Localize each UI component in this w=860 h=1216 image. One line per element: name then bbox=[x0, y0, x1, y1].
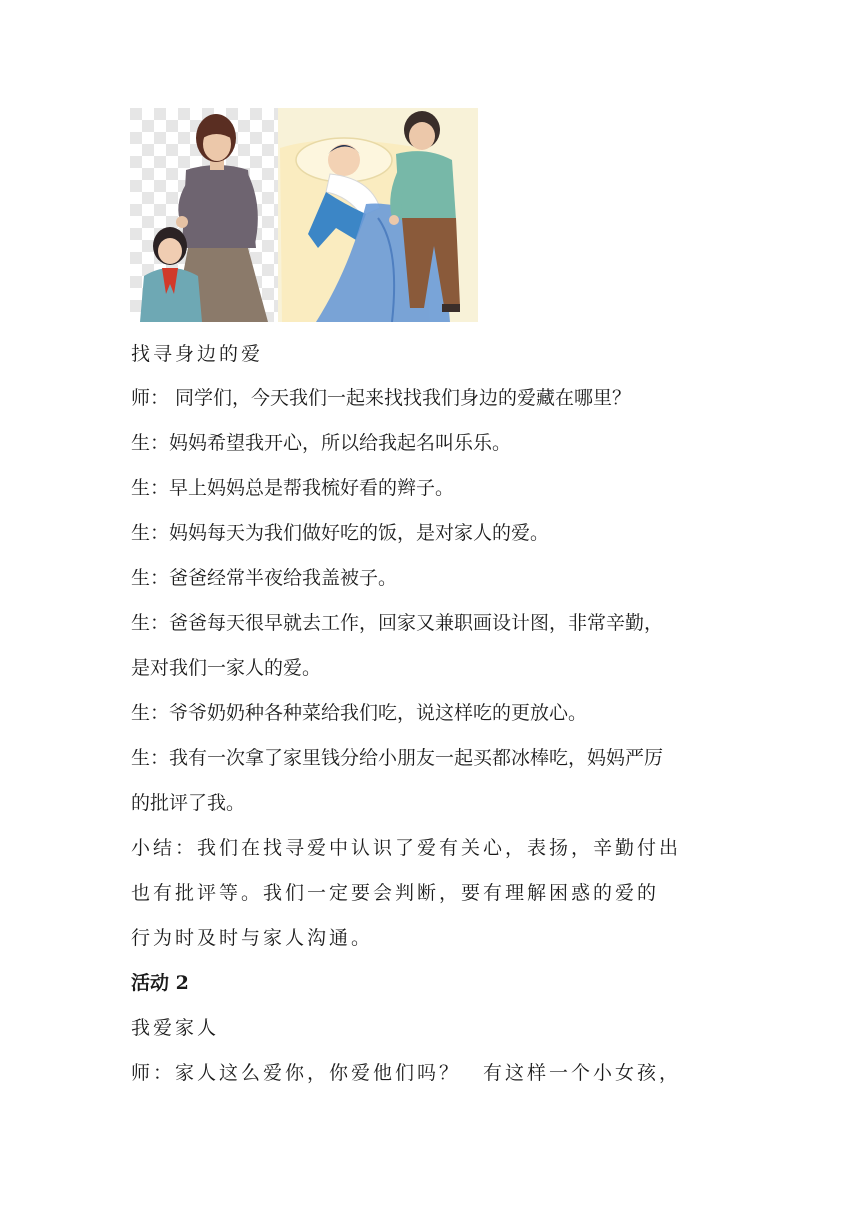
teacher-question-line: 师： 同学们，今天我们一起来找找我们身边的爱藏在哪里？ bbox=[131, 387, 632, 409]
teacher-question-line: 师：家人这么爱你，你爱他们吗？ 有这样一个小女孩， bbox=[131, 1062, 682, 1084]
summary-line-continued: 行为时及时与家人沟通。 bbox=[131, 927, 374, 949]
student-answer-line: 生：妈妈每天为我们做好吃的饭，是对家人的爱。 bbox=[131, 522, 550, 544]
section-heading-find-love: 找寻身边的爱 bbox=[131, 343, 264, 365]
summary-line-continued: 也有批评等。我们一定要会判断，要有理解困惑的爱的 bbox=[131, 882, 660, 904]
section-heading-love-family: 我爱家人 bbox=[131, 1017, 220, 1039]
student-answer-line: 生：我有一次拿了家里钱分给小朋友一起买都冰棒吃，妈妈严厉 bbox=[131, 747, 664, 769]
activity-heading: 活动 2 bbox=[131, 972, 189, 994]
student-answer-line: 生：爸爸每天很早就去工作，回家又兼职画设计图，非常辛勤， bbox=[131, 612, 664, 634]
student-answer-line: 生：妈妈希望我开心，所以给我起名叫乐乐。 bbox=[131, 432, 512, 454]
student-answer-line: 生：爸爸经常半夜给我盖被子。 bbox=[131, 567, 398, 589]
mother-braiding-hair-image bbox=[130, 108, 278, 322]
student-answer-line: 生：早上妈妈总是帮我梳好看的辫子。 bbox=[131, 477, 455, 499]
family-love-illustration bbox=[130, 108, 478, 322]
student-answer-line-continued: 是对我们一家人的爱。 bbox=[131, 657, 322, 679]
summary-line: 小结：我们在找寻爱中认识了爱有关心，表扬，辛勤付出 bbox=[131, 837, 682, 859]
student-answer-line: 生：爷爷奶奶种各种菜给我们吃，说这样吃的更放心。 bbox=[131, 702, 588, 724]
student-answer-line-continued: 的批评了我。 bbox=[131, 792, 246, 814]
father-covering-boy-image bbox=[278, 108, 478, 322]
